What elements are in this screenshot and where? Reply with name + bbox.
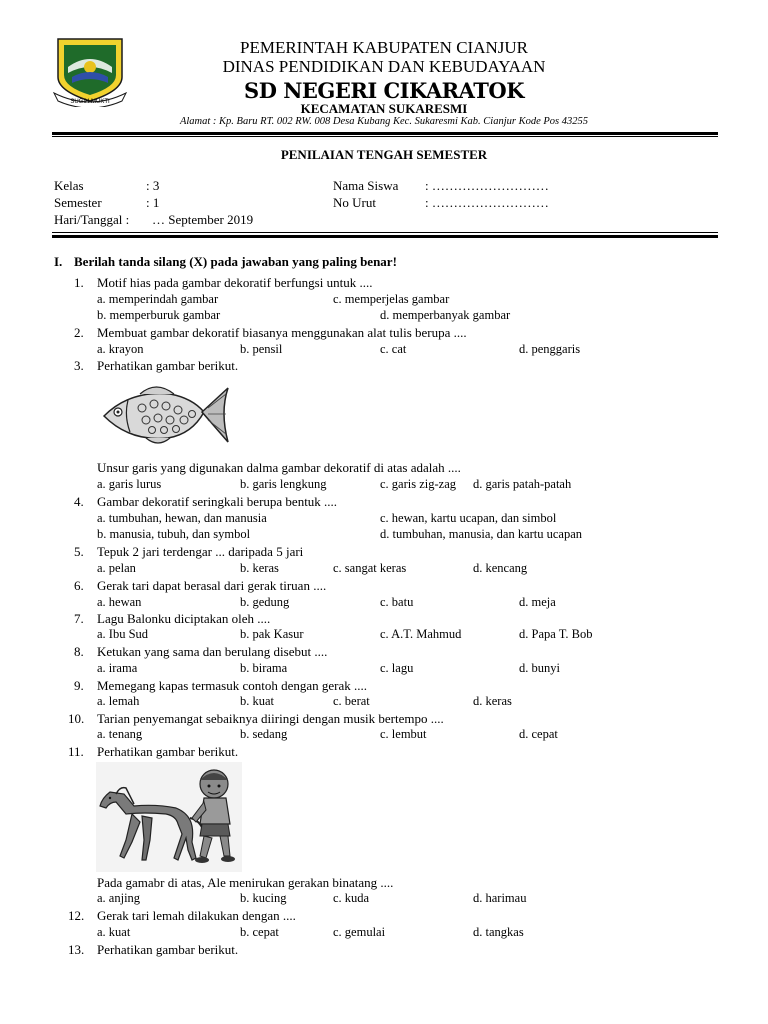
option-b: b. memperburuk gambar [97, 308, 221, 322]
kelas-label: Kelas [54, 178, 84, 193]
option-d: d. penggaris [519, 342, 581, 356]
option-b: b. gedung [240, 595, 290, 609]
question-text: Lagu Balonku diciptakan oleh .... [97, 611, 271, 626]
header-divider-thin [52, 136, 718, 137]
question-text: Gerak tari lemah dilakukan dengan .... [97, 908, 296, 923]
option-a: a. garis lurus [97, 477, 162, 491]
option-b: b. manusia, tubuh, dan symbol [97, 527, 251, 541]
question-number: 10. [68, 711, 85, 726]
exam-title: PENILAIAN TENGAH SEMESTER [280, 147, 488, 162]
tanggal-value: … September 2019 [152, 212, 254, 227]
option-d: d. bunyi [519, 661, 560, 675]
option-b: b. garis lengkung [240, 477, 327, 491]
option-b: b. keras [240, 561, 279, 575]
option-a: a. hewan [97, 595, 142, 609]
option-a: a. anjing [97, 891, 141, 905]
question-text: Tepuk 2 jari terdengar ... daripada 5 jari [97, 544, 304, 559]
kelas-value: : 3 [146, 178, 160, 193]
option-d: d. keras [473, 694, 512, 708]
option-d: d. kencang [473, 561, 528, 575]
option-d: d. garis patah-patah [473, 477, 572, 491]
semester-label: Semester [54, 195, 102, 210]
option-b: b. pak Kasur [240, 627, 304, 641]
option-d: d. meja [519, 595, 556, 609]
question-number: 7. [74, 611, 84, 626]
question-text: Motif hias pada gambar dekoratif berfungsi untuk .... [97, 275, 373, 290]
question-number: 13. [68, 942, 85, 957]
question-number: 3. [74, 358, 84, 373]
question-text: Memegang kapas termasuk contoh dengan gerak .... [97, 678, 368, 693]
question-text: Gambar dekoratif seringkali berupa bentuk .... [97, 494, 338, 509]
option-d: d. tangkas [473, 925, 524, 939]
question-text: Perhatikan gambar berikut. [97, 358, 239, 373]
info-divider-thin [52, 232, 718, 233]
urut-label: No Urut [333, 195, 376, 210]
nama-value: : ……………………… [425, 178, 549, 193]
option-d: d. memperbanyak gambar [380, 308, 511, 322]
option-c: c. lembut [380, 727, 427, 741]
option-c: c. kuda [333, 891, 370, 905]
question-number: 9. [74, 678, 84, 693]
option-a: a. memperindah gambar [97, 292, 219, 306]
option-d: d. harimau [473, 891, 527, 905]
district-name: KECAMATAN SUKARESMI [300, 101, 468, 116]
option-d: d. Papa T. Bob [519, 627, 593, 641]
option-b: b. birama [240, 661, 288, 675]
question-text: Membuat gambar dekoratif biasanya menggunakan alat tulis berupa .... [97, 325, 467, 340]
school-address: Alamat : Kp. Baru RT. 002 RW. 008 Desa Kubang Kec. Sukaresmi Kab. Cianjur Kode Pos 43255 [179, 116, 589, 127]
option-c: c. gemulai [333, 925, 386, 939]
question-number: 1. [74, 275, 84, 290]
svg-text:SUGIH MUKTI: SUGIH MUKTI [70, 99, 110, 105]
section-number: I. [54, 254, 63, 269]
question-text: Perhatikan gambar berikut. [97, 942, 239, 957]
option-a: a. tumbuhan, hewan, dan manusia [97, 511, 267, 525]
tanggal-label: Hari/Tanggal : [54, 212, 130, 227]
question-number: 5. [74, 544, 84, 559]
question-text: Ketukan yang sama dan berulang disebut .... [97, 644, 328, 659]
option-b: b. sedang [240, 727, 288, 741]
question-text: Perhatikan gambar berikut. [97, 744, 239, 759]
option-c: c. garis zig-zag [380, 477, 457, 491]
option-a: a. krayon [97, 342, 144, 356]
option-b: b. cepat [240, 925, 279, 939]
government-title: PEMERINTAH KABUPATEN CIANJUR [240, 38, 528, 57]
option-c: c. A.T. Mahmud [380, 627, 462, 641]
option-c: c. berat [333, 694, 370, 708]
option-a: a. pelan [97, 561, 136, 575]
question-number: 11. [68, 744, 84, 759]
option-d: d. tumbuhan, manusia, dan kartu ucapan [380, 527, 583, 541]
option-a: a. kuat [97, 925, 131, 939]
option-c: c. batu [380, 595, 414, 609]
info-divider [52, 235, 718, 238]
option-a: a. lemah [97, 694, 140, 708]
semester-value: : 1 [146, 195, 160, 210]
nama-label: Nama Siswa [333, 178, 399, 193]
option-b: b. pensil [240, 342, 283, 356]
section-instruction: Berilah tanda silang (X) pada jawaban yang paling benar! [74, 254, 397, 269]
header-divider [52, 132, 718, 135]
option-d: d. cepat [519, 727, 558, 741]
option-b: b. kucing [240, 891, 287, 905]
option-a: a. Ibu Sud [97, 627, 149, 641]
horse-and-boy-image [96, 762, 242, 872]
question-text-followup: Unsur garis yang digunakan dalma gambar dekoratif di atas adalah .... [97, 460, 461, 475]
option-c: c. sangat keras [333, 561, 407, 575]
question-text: Gerak tari dapat berasal dari gerak tiruan .... [97, 578, 327, 593]
question-number: 6. [74, 578, 84, 593]
option-c: c. cat [380, 342, 407, 356]
decorative-fish-image [100, 382, 232, 448]
question-text: Tarian penyemangat sebaiknya diiringi dengan musik bertempo .... [97, 711, 444, 726]
option-c: c. hewan, kartu ucapan, dan simbol [380, 511, 557, 525]
option-a: a. irama [97, 661, 138, 675]
school-name: SD NEGERI CIKARATOK [244, 78, 524, 103]
question-number: 2. [74, 325, 84, 340]
department-title: DINAS PENDIDIKAN DAN KEBUDAYAAN [222, 57, 546, 76]
option-c: c. lagu [380, 661, 414, 675]
question-number: 4. [74, 494, 84, 509]
option-b: b. kuat [240, 694, 275, 708]
urut-value: : ……………………… [425, 195, 549, 210]
question-text-followup: Pada gamabr di atas, Ale menirukan gerakan binatang .... [97, 875, 394, 890]
question-number: 12. [68, 908, 85, 923]
question-number: 8. [74, 644, 84, 659]
option-a: a. tenang [97, 727, 143, 741]
option-c: c. memperjelas gambar [333, 292, 450, 306]
